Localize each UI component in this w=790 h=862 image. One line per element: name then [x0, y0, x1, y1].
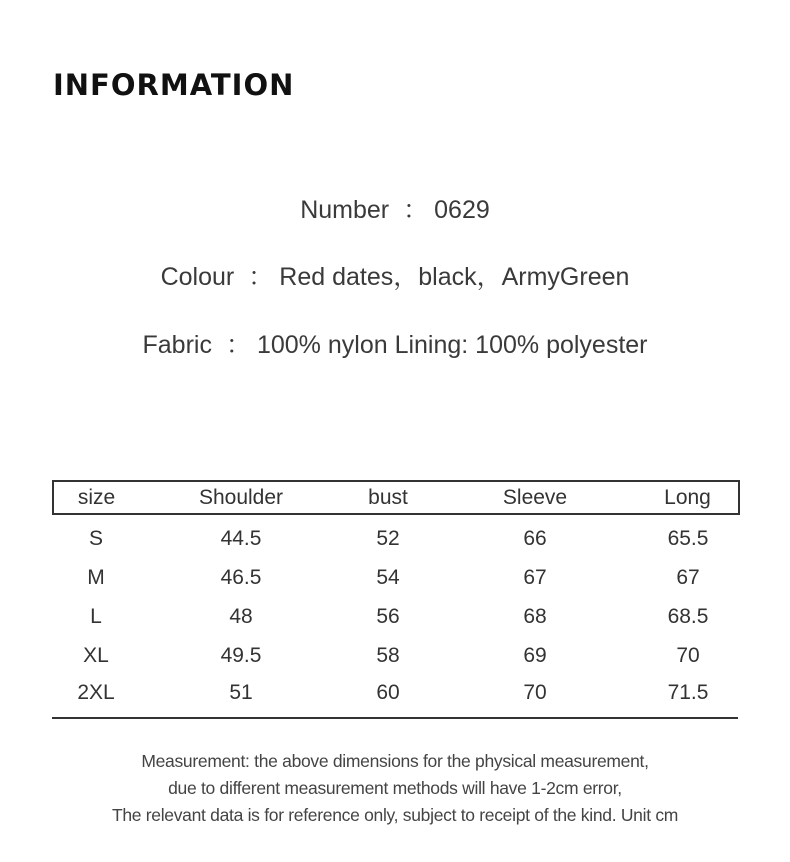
header-shoulder: Shoulder: [139, 481, 343, 514]
table-row: [53, 597, 739, 636]
cell-sleeve: 66: [523, 526, 547, 550]
cell-size: S: [88, 526, 103, 550]
fabric-label: Fabric: [142, 331, 212, 359]
cell-long: 71.5: [667, 681, 709, 704]
table-bottom-rule: [52, 717, 738, 719]
cell-sleeve: 68: [523, 604, 547, 628]
cell-sleeve: 70: [523, 681, 547, 704]
cell-shoulder: 44.5: [220, 526, 262, 550]
fabric-separator: ：: [225, 331, 251, 359]
cell-size: XL: [83, 643, 109, 667]
colour-value: Red dates，black，ArmyGreen: [279, 263, 630, 291]
header-sleeve: Sleeve: [433, 481, 637, 514]
cell-size: M: [87, 565, 105, 589]
cell-long: 67: [676, 565, 700, 589]
colour-separator: ：: [248, 263, 274, 291]
cell-shoulder: 49.5: [220, 643, 262, 667]
cell-bust: 60: [376, 681, 400, 704]
header-long: Long: [637, 481, 739, 514]
cell-shoulder: 48: [229, 604, 253, 628]
number-separator: ：: [403, 196, 429, 224]
cell-sleeve: 69: [523, 643, 547, 667]
table-row: [53, 514, 739, 558]
table-row: [53, 636, 739, 675]
number-value: 0629: [434, 196, 490, 224]
info-number: [0, 190, 790, 226]
table-header-row: [53, 481, 739, 514]
cell-size: L: [90, 604, 102, 628]
cell-shoulder: 46.5: [220, 565, 262, 589]
number-label: Number: [300, 196, 390, 224]
note-line-3: The relevant data is for reference only, subject to receipt of the kind. Unit cm: [111, 805, 679, 825]
cell-sleeve: 67: [523, 565, 547, 589]
cell-bust: 58: [376, 643, 400, 667]
cell-long: 65.5: [667, 526, 709, 550]
cell-long: 68.5: [667, 604, 709, 628]
size-table: [52, 480, 740, 714]
header-size: size: [53, 481, 139, 514]
cell-shoulder: 51: [229, 681, 253, 704]
table-row: [53, 558, 739, 597]
info-fabric: [0, 325, 790, 361]
note-line-1: Measurement: the above dimensions for the physical measurement,: [141, 751, 649, 771]
cell-long: 70: [676, 643, 700, 667]
cell-size: 2XL: [77, 681, 115, 704]
cell-bust: 56: [376, 604, 400, 628]
info-colour: [0, 257, 790, 293]
fabric-value: 100% nylon Lining: 100% polyester: [256, 331, 648, 359]
table-row: [53, 675, 739, 714]
colour-label: Colour: [160, 263, 235, 291]
page-heading: INFORMATION: [53, 68, 295, 102]
cell-bust: 54: [376, 565, 400, 589]
note-line-2: due to different measurement methods will have 1-2cm error,: [168, 778, 622, 798]
header-bust: bust: [343, 481, 433, 514]
cell-bust: 52: [376, 526, 400, 550]
